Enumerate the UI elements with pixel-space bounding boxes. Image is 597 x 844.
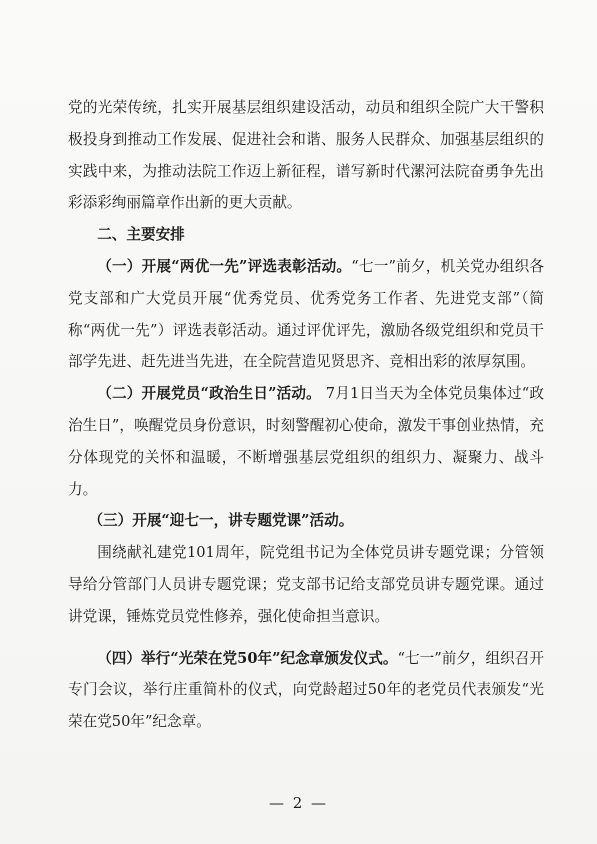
item-1-paragraph xyxy=(68,251,544,378)
item-2-body: 7月1日当天为全体党员集体过“政治生日”，唤醒党员身份意识，时刻警醒初心使命，激发干事创业热情，充分体现党的关怀和温暖，不断增强基层党组织的组织力、凝聚力、战斗力。 xyxy=(68,385,544,498)
paragraph-gap xyxy=(68,633,544,643)
item-4-body: “七一”前夕，组织召开专门会议，举行庄重简朴的仪式，向党龄超过50年的老党员代表颁发“光荣在党50年”纪念章。 xyxy=(68,649,544,731)
item-4-heading: （四）举行“光荣在党50年”纪念章颁发仪式。 xyxy=(97,649,398,667)
document-body xyxy=(68,92,544,738)
item-2-paragraph xyxy=(68,378,544,505)
item-3-heading: （三）开展“迎七一，讲专题党课”活动。 xyxy=(88,512,354,530)
item-2-heading: （二）开展党员“政治生日”活动。 xyxy=(97,385,321,403)
item-3-body: 围绕献礼建党101周年，院党组书记为全体党员讲专题党课；分管领导给分管部门人员讲专题党课；党支部书记给支部党员讲专题党课。通过讲党课，锤炼党员党性修养，强化使命担当意识。 xyxy=(68,544,544,625)
page-number: — 2 — xyxy=(268,794,329,812)
item-1-body: “七一”前夕，机关党办组织各党支部和广大党员开展“优秀党员、优秀党务工作者、先进党支部”（简称“两优一先”）评选表彰活动。通过评优评先，激励各级党组织和党员干部学先进、赶先进当先进，在全院营造见贤思齐、竞相出彩的浓厚氛围。 xyxy=(68,257,544,371)
intro-paragraph: 党的光荣传统，扎实开展基层组织建设活动，动员和组织全院广大干警积极投身到推动工作发展、促进社会和谐、服务人民群众、加强基层组织的实践中来，为推动法院工作迈上新征程，谱写新时代漯河法院奋勇争先出彩添彩绚丽篇章作出新的更大贡献。 xyxy=(68,99,544,212)
item-1-heading: （一）开展“两优一先”评选表彰活动。 xyxy=(97,257,352,275)
section-title: 二、主要安排 xyxy=(97,226,185,244)
item-4-paragraph xyxy=(68,643,544,738)
